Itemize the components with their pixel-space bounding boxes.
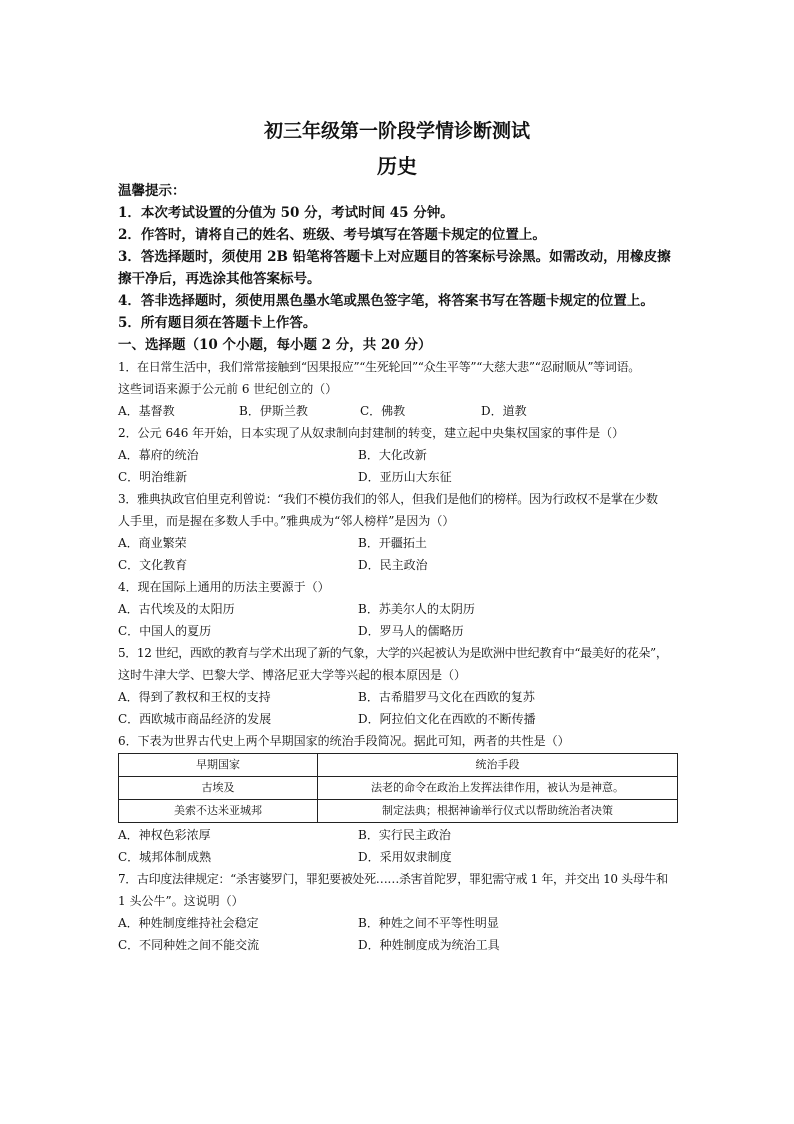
table-cell: 制定法典；根据神谕举行仪式以帮助统治者决策 [318, 800, 678, 823]
table-header: 早期国家 [119, 754, 318, 777]
option-d: D．阿拉伯文化在西欧的不断传播 [358, 712, 536, 726]
exam-body [118, 180, 678, 956]
tip-item: 5．所有题目须在答题卡上作答。 [118, 315, 317, 331]
option-d: D．亚历山大东征 [358, 470, 452, 484]
option-d: D．采用奴隶制度 [358, 850, 452, 864]
tip-item: 擦干净后，再选涂其他答案标号。 [118, 271, 321, 287]
option-a: A．古代埃及的太阳历 [118, 602, 235, 616]
tip-item: 2．作答时，请将自己的姓名、班级、考号填写在答题卡规定的位置上。 [118, 227, 546, 243]
options-row [118, 686, 678, 708]
option-a: A．基督教 [118, 404, 175, 418]
question-text: 1 头公牛”。这说明（） [118, 894, 244, 908]
question-2 [118, 422, 678, 488]
option-c: C．佛教 [360, 404, 406, 418]
table-cell: 古埃及 [119, 777, 318, 800]
question-text: 5．12 世纪，西欧的教育与学术出现了新的气象，大学的兴起被认为是欧洲中世纪教育中“最美好的花朵”， [118, 646, 668, 660]
option-c: C．不同种姓之间不能交流 [118, 938, 260, 952]
question-3 [118, 488, 678, 576]
options-row [118, 846, 678, 868]
tip-item: 1．本次考试设置的分值为 50 分，考试时间 45 分钟。 [118, 205, 454, 221]
comparison-table [118, 753, 678, 823]
table-header: 统治手段 [318, 754, 678, 777]
option-c: C．西欧城市商品经济的发展 [118, 712, 272, 726]
table-row [119, 777, 678, 800]
options-row [118, 620, 678, 642]
option-c: C．城邦体制成熟 [118, 850, 212, 864]
question-text: 6．下表为世界古代史上两个早期国家的统治手段简况。据此可知，两者的共性是（） [118, 734, 570, 748]
options-row [118, 708, 678, 730]
tips-heading: 温馨提示： [118, 183, 186, 199]
option-c: C．中国人的夏历 [118, 624, 212, 638]
question-text: 7．古印度法律规定：“杀害婆罗门，罪犯要被处死……杀害首陀罗，罪犯需守戒 1 年，并交出 10 头母牛和 [118, 872, 668, 886]
options-row [118, 598, 678, 620]
question-5 [118, 642, 678, 730]
question-text: 1．在日常生活中，我们常常接触到“因果报应”“生死轮回”“众生平等”“大慈大悲”“忍耐顺从”等词语。 [118, 360, 640, 374]
option-b: B．古希腊罗马文化在西欧的复苏 [358, 690, 535, 704]
option-b: B．伊斯兰教 [239, 404, 308, 418]
option-c: C．明治维新 [118, 470, 188, 484]
options-row [118, 466, 678, 488]
option-d: D．种姓制度成为统治工具 [358, 938, 500, 952]
options-row [118, 444, 678, 466]
question-1 [118, 356, 678, 422]
question-text: 这些词语来源于公元前 6 世纪创立的（） [118, 382, 338, 396]
option-a: A．神权色彩浓厚 [118, 828, 211, 842]
table-row [119, 800, 678, 823]
question-text: 3．雅典执政官伯里克利曾说：“我们不模仿我们的邻人，但我们是他们的榜样。因为行政权不是掌在少数 [118, 492, 658, 506]
section-heading: 一、选择题（10 个小题，每小题 2 分，共 20 分） [118, 337, 432, 353]
option-b: B．大化改新 [358, 448, 427, 462]
option-b: B．苏美尔人的太阴历 [358, 602, 475, 616]
options-row [118, 912, 678, 934]
options-row [118, 400, 678, 422]
table-header-row [119, 754, 678, 777]
option-a: A．幕府的统治 [118, 448, 199, 462]
options-row [118, 824, 678, 846]
option-a: A．种姓制度维持社会稳定 [118, 916, 259, 930]
options-row [118, 532, 678, 554]
question-text: 2．公元 646 年开始，日本实现了从奴隶制向封建制的转变，建立起中央集权国家的事件是（） [118, 426, 625, 440]
table-cell: 美索不达米亚城邦 [119, 800, 318, 823]
option-a: A．商业繁荣 [118, 536, 187, 550]
question-7 [118, 868, 678, 956]
exam-title: 初三年级第一阶段学情诊断测试 [263, 120, 530, 142]
tip-item: 4．答非选择题时，须使用黑色墨水笔或黑色签字笔，将答案书写在答题卡规定的位置上。 [118, 293, 654, 309]
table-cell: 法老的命令在政治上发挥法律作用，被认为是神意。 [318, 777, 678, 800]
option-b: B．种姓之间不平等性明显 [358, 916, 499, 930]
question-text: 人手里，而是握在多数人手中。”雅典成为“邻人榜样”是因为（） [118, 514, 455, 528]
option-b: B．开疆拓土 [358, 536, 427, 550]
question-6 [118, 730, 678, 868]
subject-title: 历史 [377, 154, 417, 178]
option-d: D．道教 [481, 404, 527, 418]
option-b: B．实行民主政治 [358, 828, 451, 842]
option-d: D．罗马人的儒略历 [358, 624, 464, 638]
option-d: D．民主政治 [358, 558, 428, 572]
question-text: 这时牛津大学、巴黎大学、博洛尼亚大学等兴起的根本原因是（） [118, 668, 467, 682]
option-a: A．得到了教权和王权的支持 [118, 690, 271, 704]
options-row [118, 934, 678, 956]
question-4 [118, 576, 678, 642]
options-row [118, 554, 678, 576]
tip-item: 3．答选择题时，须使用 2B 铅笔将答题卡上对应题目的答案标号涂黑。如需改动，用橡皮擦 [118, 249, 671, 265]
question-text: 4．现在国际上通用的历法主要源于（） [118, 580, 330, 594]
option-c: C．文化教育 [118, 558, 188, 572]
